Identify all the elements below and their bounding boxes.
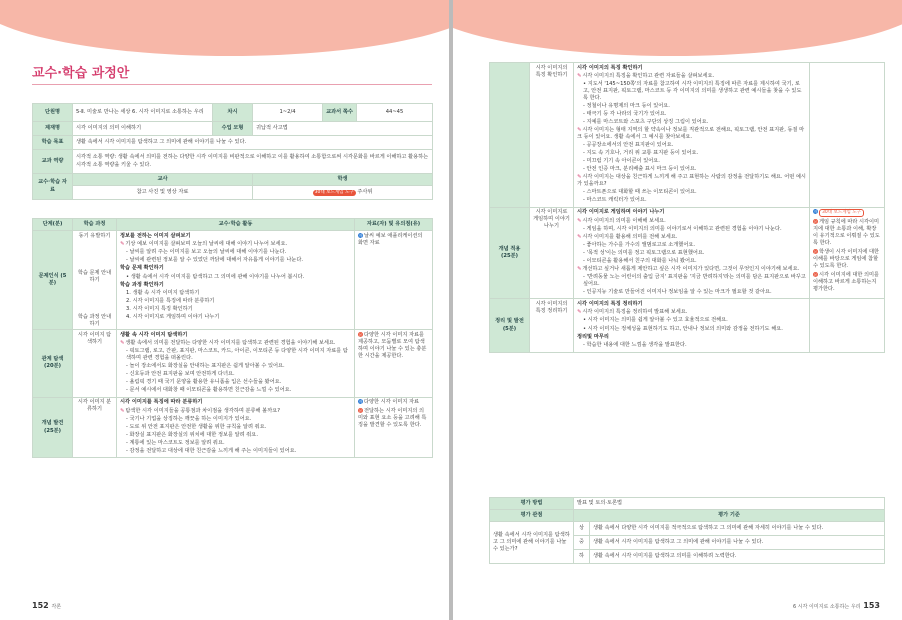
process-step: 시각 이미지 탐색하기 xyxy=(77,331,112,345)
activity-line: 3. 시각 이미지 특징 확인하기 xyxy=(126,306,193,313)
note-text: 시각 이미지에 대한 의미를 이해하고 바르게 소통하는지 평가한다. xyxy=(813,272,880,293)
activity-cell xyxy=(574,207,810,299)
caution-icon: 유 xyxy=(358,408,363,414)
note-item xyxy=(813,249,881,270)
model-value: 귀납적 사고법 xyxy=(253,122,433,136)
question-icon: ✎ xyxy=(120,241,125,248)
activity-cell xyxy=(117,330,355,398)
activity-line: • 생활 속에서 시각 이미지를 탐색하고 그 의미에 관해 이야기를 나누어 봅시다. xyxy=(126,273,305,280)
activity-line: - 미끄럼 기기 속 아이콘이 있어요. xyxy=(583,158,660,165)
teacher-question xyxy=(120,408,351,415)
header-decoration xyxy=(0,0,449,56)
period-label: 차시 xyxy=(213,104,253,122)
note-text: 다양한 시각 이미지 자료를 제공하고, 모둠별로 모여 탐색하며 이야기 나눌 수 있는 충분한 시간을 제공한다. xyxy=(358,331,427,359)
caution-icon: 유 xyxy=(813,272,818,278)
topic-value: 시각 이미지의 의미 이해하기 xyxy=(73,122,213,136)
student-materials xyxy=(253,186,433,200)
activity-cell xyxy=(574,63,810,208)
note-text: 날씨 예보 애플리케이션의 화면 자료 xyxy=(358,232,423,246)
process-row xyxy=(33,397,433,458)
teacher-question xyxy=(120,241,351,248)
eval-level: 하 xyxy=(574,550,590,564)
process-cell xyxy=(73,330,117,398)
activity-cell xyxy=(117,397,355,458)
stage-cell xyxy=(490,63,530,208)
activity-line: 2. 시각 이미지를 특징에 따라 분류하기 xyxy=(126,298,215,305)
eval-standard-label: 평가 기준 xyxy=(574,510,885,522)
page-number-right: 153 xyxy=(863,601,880,611)
question-text: 시각 이미지의 의미를 이해해 보세요. xyxy=(582,217,666,224)
process-step: 시각 이미지 분류하기 xyxy=(77,399,112,413)
notes-cell xyxy=(355,231,433,330)
materials-label: 교수·학습 자료 xyxy=(33,174,73,200)
process-row xyxy=(490,63,885,208)
caution-icon: 유 xyxy=(358,331,363,337)
activity-line: • 시각 이미지는 정체성을 표현하기도 하고, 안내나 정보의 의미와 감정을 전하기도 해요. xyxy=(583,325,783,332)
activity-line: - 픽토그램, 로고, 간판, 표지판, 마스코트, 카드, 아이콘, 이모티콘 등 다양한 시각 이미지 자료를 탐색하며 관련 경험을 떠올린다. xyxy=(126,348,348,362)
pages-label: 교과서 쪽수 xyxy=(323,104,357,122)
process-cell xyxy=(73,397,117,458)
question-icon: ✎ xyxy=(577,233,582,240)
caution-icon: 유 xyxy=(813,249,818,255)
process-cell: 시각 이미지로 게임하며 이야기 나누기 xyxy=(530,207,574,299)
question-text: 시각 이미지의 특징을 확인하고 관련 자료들을 살펴보세요. xyxy=(582,73,715,80)
process-row xyxy=(490,299,885,352)
activity-line: - 이모티콘을 활용해서 친구의 대화를 나눠 봤어요. xyxy=(583,257,697,264)
activity-line: - 국기나 기업을 상징하는 깨끗을 하는 이미지가 있어요. xyxy=(126,415,252,422)
teacher-question xyxy=(577,174,806,188)
question-text: 개선하고 싶거나 새롭게 제안하고 싶은 시각 이미지가 있다면, 그것이 무엇인지 이야기해 보세요. xyxy=(582,265,800,272)
teacher-label: 교사 xyxy=(73,174,253,186)
note-item xyxy=(358,233,429,247)
activity-line: - '목적 성'이는 의미를 정고 픽토그램으로 표현했어요. xyxy=(583,249,705,256)
eval-level-desc: 생활 속에서 시각 이미지를 탐색하고 의미를 이해하려 노력한다. xyxy=(590,550,885,564)
activity-line: • 지도서 '145~150쪽'의 자료를 참고하여 시각 이미지의 특징에 따른 자료를 제시하여 국기, 로고, 안전 표지판, 픽토그램, 마스코트 등 각 이미지의 의미를 생생하고 관련 예시들을 찾을 수 있도록 한다. xyxy=(583,81,802,102)
lesson-process-table xyxy=(32,218,433,458)
student-materials-text: 주사위 xyxy=(357,188,373,195)
question-icon: ✎ xyxy=(577,73,582,80)
question-icon: ✎ xyxy=(577,174,582,181)
activity-heading: 학습 문제 확인하기 xyxy=(120,265,164,272)
activity-heading: 시각 이미지의 특징 확인하기 xyxy=(577,64,643,71)
activity-line: - 게임을 하며, 시각 이미지의 의미를 이야기로서 이해하고 관련된 경험을 이야기 나눈다. xyxy=(583,225,782,232)
activity-heading: 생활 속 시각 이미지 탐색하기 xyxy=(120,331,188,338)
activity-line: - 안전 인증 마크, 분리배출 표시 마크 등이 있어요. xyxy=(583,166,697,173)
lesson-info-table xyxy=(32,103,433,200)
unit-label: 단원명 xyxy=(33,104,73,122)
question-text: 시각 이미지는 형태 지역의 할 약속이나 정보를 직관적으로 전해요, 픽토그램, 안전 표지판, 동질 마크 등이 있어요. 생활 속에서 그 예시를 찾아보세요. xyxy=(577,127,805,141)
stage-header: 단계(분) xyxy=(33,219,73,231)
note-text: 학생이 시각 이미지에 대한 이해를 바탕으로 게임에 참할 수 있도록 한다. xyxy=(813,249,880,270)
activity-line: - 화장실 표지판은 화장실의 위치에 대한 정보를 알려 줘요. xyxy=(126,431,258,438)
activity-line: - 스마트폰으로 대화할 때 쓰는 이모티콘이 있어요. xyxy=(583,189,697,196)
activity-heading: 정보를 전하는 이미지 살펴보기 xyxy=(120,232,191,239)
note-item xyxy=(813,219,881,247)
process-step: 학습 과정 안내하기 xyxy=(77,313,112,327)
activity-cell xyxy=(117,231,355,330)
question-text: 탐색한 시각 이미지들을 공통점과 차이점을 생각하며 분류해 볼까요? xyxy=(125,407,280,414)
activity-line: - 좋아하는 가수를 가수의 앨범로고로 소개했어요. xyxy=(583,241,695,248)
eval-criteria-label: 평가 관점 xyxy=(490,510,574,522)
activity-heading: 시각 이미지의 특징 정리하기 xyxy=(577,300,643,307)
activity-line: - 올림픽 경기 때 국기 문양을 활용한 유니폼을 입은 선수들을 봤어요. xyxy=(126,379,282,386)
activity-cell xyxy=(574,299,810,352)
question-text: 시각 이미지의 특징을 정리하여 발표해 보세요. xyxy=(582,309,688,316)
question-icon: ✎ xyxy=(577,127,582,134)
activity-line: - 날씨를 알려 주는 이미지를 보고 오늘의 날씨에 대해 이야기를 나눈다. xyxy=(126,249,287,256)
page-title: 교수·학습 과정안 xyxy=(32,66,130,81)
eval-method-value: 발표 및 토의·토론법 xyxy=(574,498,885,510)
board-game-badge: 30대 보드게임 도구 xyxy=(314,189,354,195)
material-icon: 자 xyxy=(358,399,363,405)
note-text: 게임 규칙에 따라 시각이미지에 대한 소통과 이해, 확장이 유기적으로 이뤄질 수 있도록 한다. xyxy=(813,219,880,247)
competency-label: 교과 역량 xyxy=(33,150,73,174)
material-icon: 자 xyxy=(813,209,818,215)
left-page xyxy=(0,0,449,620)
activity-line: - 신호등과 안전 표지판을 보며 안전하게 다녀요. xyxy=(126,371,235,378)
activity-line: • 시각 이미지는 의미를 쉽게 알아볼 수 있고 효율적으로 전해요. xyxy=(583,317,728,324)
folio-label-right: 6 시각 이미지로 소통하는 우리 xyxy=(793,604,861,611)
competency-value: 시각적 소통 역량: 생활 속에서 의미를 전하는 다양한 시각 이미지를 비판적으로 이해하고 이를 활용하여 소통함으로써 시각문화를 바르게 이해하고 활용하는 시각적 소통 역량을 키울 수 있다. xyxy=(73,150,433,174)
activity-line: - 공공장소에서의 안전 표지판이 있어요. xyxy=(583,142,674,149)
process-header: 학습 과정 xyxy=(73,219,117,231)
activity-header: 교수·학습 활동 xyxy=(117,219,355,231)
unit-value: 5-Ⅱ. 미술로 만나는 세상 6. 시각 이미지로 소통하는 우리 xyxy=(73,104,213,122)
title-underline xyxy=(32,84,432,85)
question-icon: ✎ xyxy=(120,340,125,347)
process-cell xyxy=(73,231,117,330)
teacher-question xyxy=(577,266,806,273)
teacher-question xyxy=(577,234,806,241)
left-folio xyxy=(32,601,61,612)
eval-level-desc: 생활 속에서 다양한 시각 이미지를 적극적으로 탐색하고 그 의미에 관해 자세히 이야기를 나눌 수 있다. xyxy=(590,522,885,536)
process-cell: 시각 이미지의 특징 확인하기 xyxy=(530,63,574,208)
activity-line: - 계통에 있는 마스코트도 정보를 알려 줘요. xyxy=(126,439,225,446)
activity-heading: 시각 이미지를 특징에 따라 분류하기 xyxy=(120,399,203,406)
question-text: 시각 이미지를 활용해 의미를 전해 보세요. xyxy=(582,233,678,240)
activity-line: - 정철이나 유명제의 마크 등이 있어요. xyxy=(583,103,670,110)
teacher-question xyxy=(577,218,806,225)
question-text: 기상 예보 이미지를 살펴보며 오늘의 날씨에 대해 이야기 나누어 보세요. xyxy=(125,241,288,248)
question-text: 시각 이미지는 대상을 친근하게 느끼게 해 주고 표현하는 사람의 감정을 전달하기도 해요. 어떤 예시가 있을까요? xyxy=(577,174,806,188)
process-cell: 시각 이미지의 특징 정리하기 xyxy=(530,299,574,352)
activity-line: 4. 시각 이미지로 게임하며 이야기 나누기 xyxy=(126,314,220,321)
board-game-badge: 30대 보드게임 도구 xyxy=(819,209,864,217)
header-decoration-right xyxy=(453,0,902,56)
question-icon: ✎ xyxy=(577,309,582,316)
topic-label: 제재명 xyxy=(33,122,73,136)
activity-line: - 날씨에 관련된 정보를 알 수 있었던 까닭에 대해서 자유롭게 이야기를 나눈다. xyxy=(126,257,304,264)
activity-line: - 문서 예시에서 대화창 때 이모티콘을 활용하면 친근감을 느낄 수 있어요. xyxy=(126,387,292,394)
process-row xyxy=(33,231,433,330)
process-row xyxy=(490,207,885,299)
goal-value: 생활 속에서 시각 이미지를 탐색하고 그 의미에 관해 이야기를 나눌 수 있다. xyxy=(73,136,433,150)
right-page xyxy=(453,0,902,620)
activity-line: 1. 생활 속 시각 이미지 탐색하기 xyxy=(126,290,200,297)
question-icon: ✎ xyxy=(577,217,582,224)
note-item xyxy=(358,408,429,429)
note-item xyxy=(358,399,429,406)
model-label: 수업 모형 xyxy=(213,122,253,136)
activity-heading: 학습 과정 확인하기 xyxy=(120,281,164,288)
process-row xyxy=(33,330,433,398)
note-item xyxy=(358,332,429,360)
question-icon: ✎ xyxy=(577,265,582,272)
activity-heading: 시각 이미지로 게임하며 이야기 나누기 xyxy=(577,209,665,216)
activity-line: - 놀이 장소에서도 화장실을 안내하는 표지판은 쉽게 알아볼 수 있어요. xyxy=(126,363,285,370)
teacher-question xyxy=(577,309,806,316)
notes-cell xyxy=(355,330,433,398)
eval-level-desc: 생활 속에서 시각 이미지를 탐색하고 그 의미에 관해 이야기를 나눌 수 있다. xyxy=(590,536,885,550)
eval-method-label: 평가 방법 xyxy=(490,498,574,510)
lesson-process-table-continued xyxy=(489,62,885,353)
question-text: 생활 속에서 의미를 전달하는 다양한 시각 이미지를 탐색하고 관련된 경험을 이야기해 보세요. xyxy=(125,340,336,347)
note-item xyxy=(813,209,881,217)
notes-header: 자료(자) 및 유의점(유) xyxy=(355,219,433,231)
question-icon: ✎ xyxy=(120,407,125,414)
notes-cell xyxy=(810,207,885,299)
activity-heading: 정리및 마무리 xyxy=(577,333,609,340)
caution-icon: 유 xyxy=(813,219,818,225)
activity-line: - '반려동물 노는 어린이의 출입 금지' 표지판을 '지금 반려하지'라는 의미를 담은 표지판으로 바꾸고 싶어요. xyxy=(583,273,806,287)
activity-line: - 태극기 등 각 나라의 국기가 있어요. xyxy=(583,111,667,118)
activity-line: - 학습한 내용에 대한 느낌을 생각을 발표한다. xyxy=(583,342,687,349)
activity-line: - 마스코트 캐릭터가 있어요. xyxy=(583,197,647,204)
activity-line: - 인공지능 기술로 만들어진 이미지나 정보임을 알 수 있는 마크가 필요할 것 같아요. xyxy=(583,288,772,295)
teacher-materials: 참고 사진 및 영상 자료 xyxy=(73,186,253,200)
activity-line: - 지도 속 기호나, 거리 위 교통 표지판 등이 있어요. xyxy=(583,150,699,157)
folio-label-left: 각론 xyxy=(51,604,62,611)
teacher-question xyxy=(120,340,351,347)
activity-line: - 감정을 전달하고 대상에 대한 친근감을 느끼게 해 주는 이미지들이 있어요. xyxy=(126,447,297,454)
notes-cell xyxy=(810,63,885,208)
stage-cell: 문제인식 (5분) xyxy=(33,231,73,330)
pages-value: 44~45 xyxy=(357,104,433,122)
stage-cell: 개념 발견 (25분) xyxy=(33,397,73,458)
eval-question: 생활 속에서 시각 이미지를 탐색하고 그 의미에 관해 이야기를 나눌 수 있는가? xyxy=(490,522,574,564)
page-number-left: 152 xyxy=(32,601,49,611)
period-value: 1~2/4 xyxy=(253,104,323,122)
notes-cell xyxy=(355,397,433,458)
stage-cell: 개념 적용 (25분) xyxy=(490,207,530,299)
activity-line: - 도로 위 안전 표지판은 안전한 생활을 위한 규칙을 알려 줘요. xyxy=(126,423,267,430)
notes-cell xyxy=(810,299,885,352)
note-text: 전달하는 시각 이미지의 의미와 표현 요소 등을 고려해 특징을 발견할 수 있도록 한다. xyxy=(358,408,427,429)
evaluation-table xyxy=(489,497,885,564)
teacher-question xyxy=(577,73,806,80)
activity-line: - 지예를 마스코트와 스포츠 구단의 상징 그림이 있어요. xyxy=(583,119,709,126)
eval-level: 상 xyxy=(574,522,590,536)
note-item xyxy=(813,272,881,293)
process-step: 동기 유발하기 xyxy=(78,232,111,239)
process-step: 학습 문제 안내하기 xyxy=(77,269,112,283)
right-folio xyxy=(793,601,880,612)
material-icon: 자 xyxy=(358,232,363,238)
goal-label: 학습 목표 xyxy=(33,136,73,150)
teacher-question xyxy=(577,127,806,141)
stage-cell: 관계 탐색 (20분) xyxy=(33,330,73,398)
note-text: 다양한 시각 이미지 자료 xyxy=(364,399,420,406)
stage-cell: 정리 및 발전 (5분) xyxy=(490,299,530,352)
eval-level: 중 xyxy=(574,536,590,550)
student-label: 학생 xyxy=(253,174,433,186)
